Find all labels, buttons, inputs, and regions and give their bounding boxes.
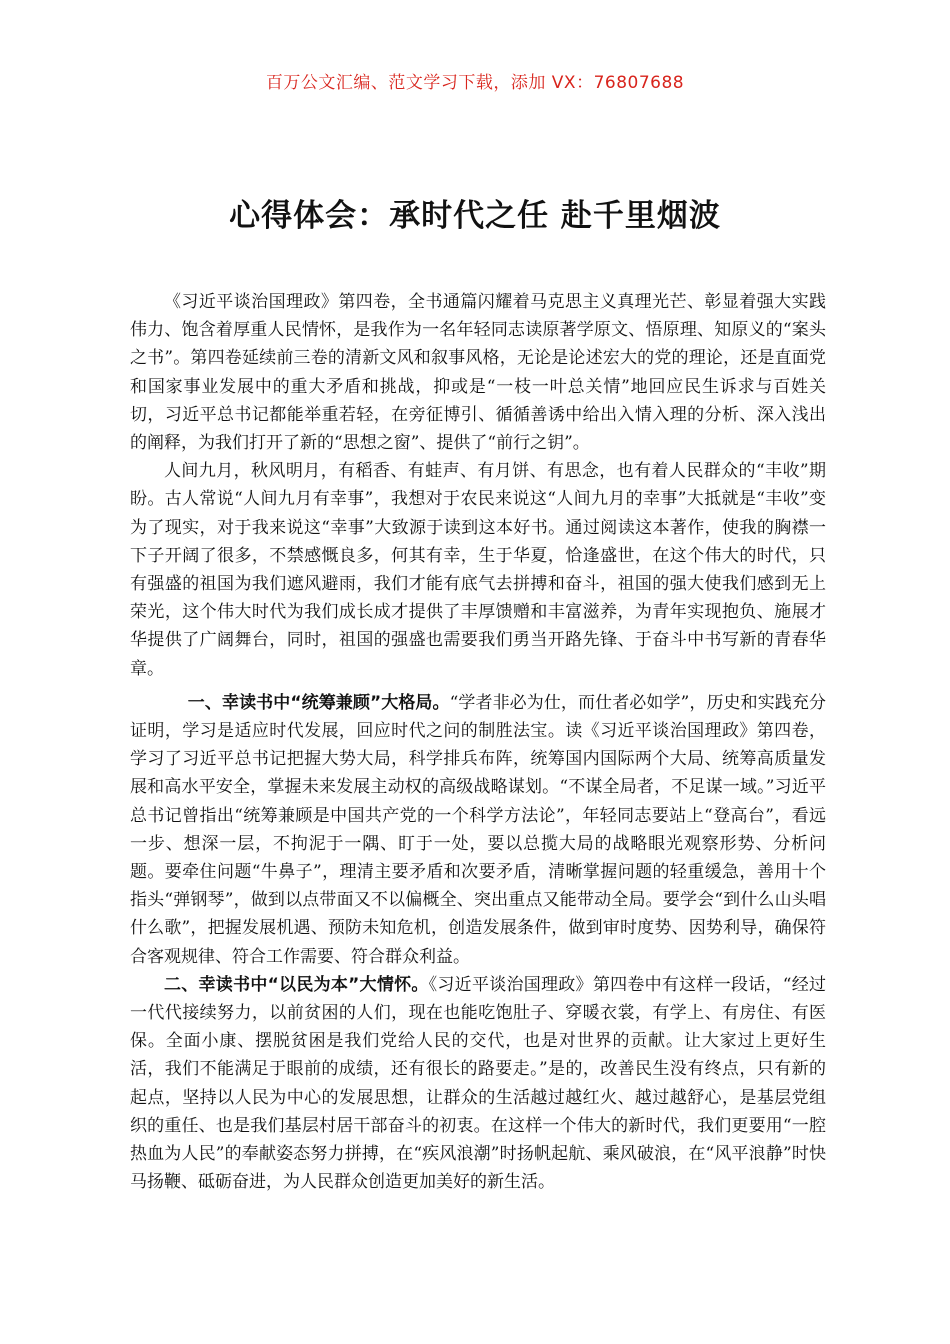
- paragraph-text: “学者非必为仕，而仕者必如学”，历史和实践充分证明，学习是适应时代发展，回应时代之问的制胜法宝。读《习近平谈治国理政》第四卷，学习了习近平总书记把握大势大局，科学排兵布阵，统筹国内国际两个大局、统筹高质量发展和高水平安全，掌握未来发展主动权的高级战略谋划。“不谋全局者，不足谋一域。”习近平总书记曾指出“统筹兼顾是中国共产党的一个科学方法论”，年轻同志要站上“登高台”，看远一步、想深一层，不拘泥于一隅、盯于一处，要以总揽大局的战略眼光观察形势、分析问题。要牵住问题“牛鼻子”，理清主要矛盾和次要矛盾，清晰掌握问题的轻重缓急，善用十个指头“弹钢琴”，做到以点带面又不以偏概全、突出重点又能带动全局。要学会“到什么山头唱什么歌”，把握发展机遇、预防未知危机，创造发展条件，做到审时度势、因势利导，确保符合客观规律、符合工作需要、符合群众利益。: [130, 692, 826, 967]
- paragraph-section-one: [130, 689, 826, 971]
- section-heading: 二、幸读书中“以民为本”大情怀。: [164, 974, 429, 995]
- paragraph-autumn: [130, 457, 826, 683]
- document-body: [130, 288, 826, 1197]
- paragraph-text: 《习近平谈治国理政》第四卷中有这样一段话，“经过一代代接续努力，以前贫困的人们，现在也能吃饱肚子、穿暖衣裳，有学上、有房住、有医保。全面小康、摆脱贫困是我们党给人民的交代，也是对世界的贡献。让大家过上更好生活，我们不能满足于眼前的成绩，还有很长的路要走。”是的，改善民生没有终点，只有新的起点，坚持以人民为中心的发展思想，让群众的生活越过越红火、越过越舒心，是基层党组织的重任、也是我们基层村居干部奋斗的初衷。在这样一个伟大的新时代，我们更要用“一腔热血为人民”的奉献姿态努力拼搏，在“疾风浪潮”时扬帆起航、乘风破浪，在“风平浪静”时快马扬鞭、砥砺奋进，为人民群众创造更加美好的新生活。: [130, 974, 826, 1193]
- section-heading: 一、幸读书中“统筹兼顾”大格局。: [187, 692, 450, 713]
- header-note: 百万公文汇编、范文学习下载，添加 VX：76807688: [265, 73, 685, 93]
- paragraph-text: 人间九月，秋风明月，有稻香、有蛙声、有月饼、有思念，也有着人民群众的“丰收”期盼。古人常说“人间九月有幸事”，我想对于农民来说这“人间九月的幸事”大抵就是“丰收”变为了现实，对于我来说这“幸事”大致源于读到这本好书。通过阅读这本著作，使我的胸襟一下子开阔了很多，不禁感慨良多，何其有幸，生于华夏，恰逢盛世，在这个伟大的时代，只有强盛的祖国为我们遮风避雨，我们才能有底气去拼搏和奋斗，祖国的强大使我们感到无上荣光，这个伟大时代为我们成长成才提供了丰厚馈赠和丰富滋养，为青年实现抱负、施展才华提供了广阔舞台，同时，祖国的强盛也需要我们勇当开路先锋、于奋斗中书写新的青春华章。: [130, 461, 826, 679]
- paragraph-intro: [130, 288, 826, 457]
- paragraph-section-two: [130, 971, 826, 1197]
- document-title: 心得体会：承时代之任 赴千里烟波: [229, 198, 721, 234]
- paragraph-text: 《习近平谈治国理政》第四卷，全书通篇闪耀着马克思主义真理光芒、彰显着强大实践伟力、饱含着厚重人民情怀，是我作为一名年轻同志读原著学原文、悟原理、知原义的“案头之书”。第四卷延续前三卷的清新文风和叙事风格，无论是论述宏大的党的理论，还是直面党和国家事业发展中的重大矛盾和挑战，抑或是“一枝一叶总关情”地回应民生诉求与百姓关切，习近平总书记都能举重若轻，在旁征博引、循循善诱中给出入情入理的分析、深入浅出的阐释，为我们打开了新的“思想之窗”、提供了“前行之钥”。: [130, 292, 826, 454]
